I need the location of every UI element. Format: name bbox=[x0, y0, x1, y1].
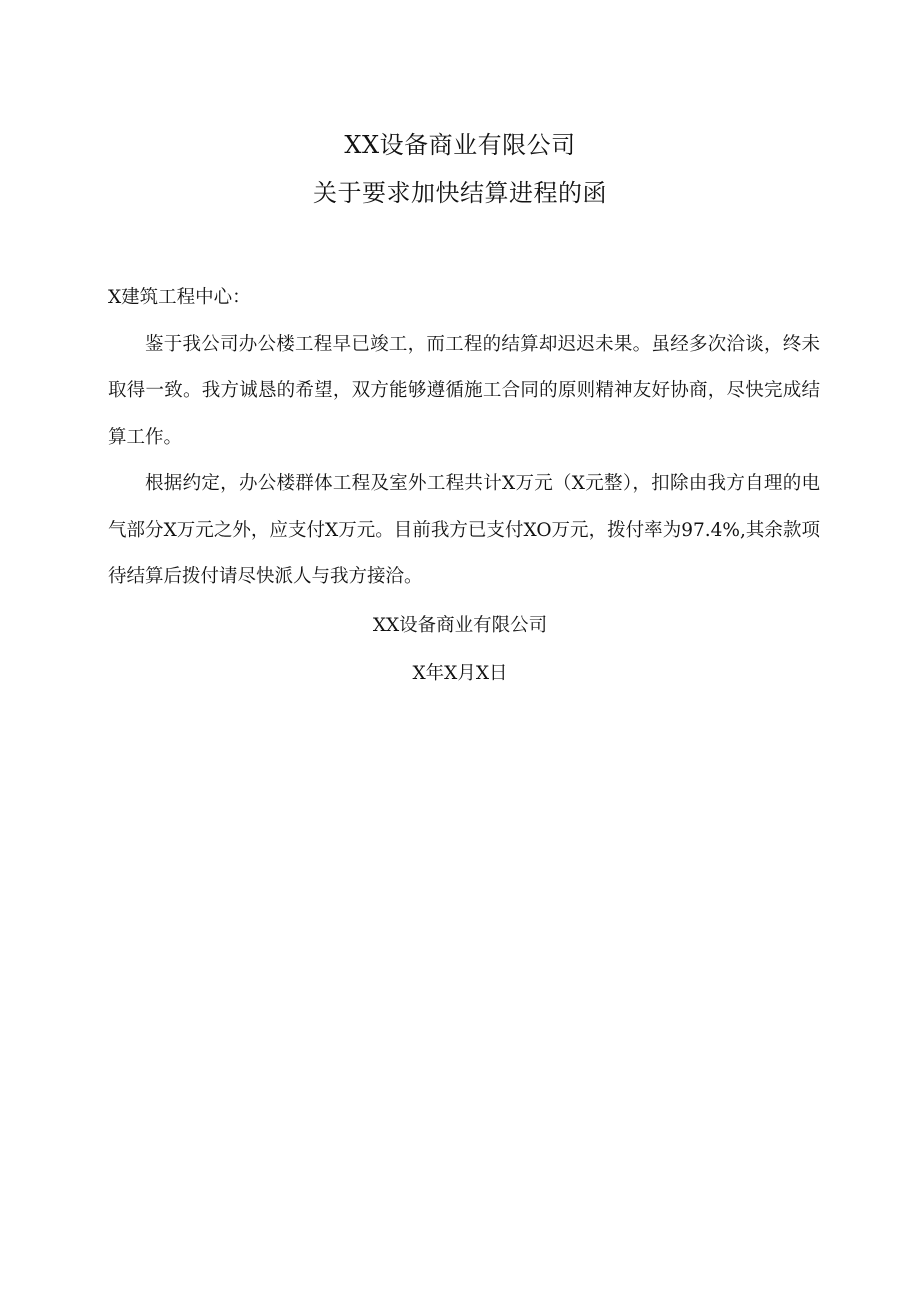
signature-date: X年X月X日 bbox=[412, 663, 508, 684]
letter-body bbox=[108, 275, 820, 601]
title-subject: 关于要求加快结算进程的函 bbox=[313, 179, 607, 207]
salutation: X建筑工程中心： bbox=[108, 287, 251, 308]
document-title bbox=[0, 128, 920, 210]
title-company: XX设备商业有限公司 bbox=[344, 131, 576, 159]
paragraph-1: 鉴于我公司办公楼工程早已竣工，而工程的结算却迟迟未果。虽经多次洽谈，终未取得一致。我方诚恳的希望，双方能够遵循施工合同的原则精神友好协商，尽快完成结算工作。 bbox=[108, 333, 820, 448]
paragraph-2: 根据约定，办公楼群体工程及室外工程共计X万元（X元整），扣除由我方自理的电气部分X万元之外，应支付X万元。目前我方已支付XO万元，拨付率为97.4%,其余款项待结算后拨付请尽快派人与我方接洽。 bbox=[108, 473, 820, 587]
signature-company: XX设备商业有限公司 bbox=[372, 615, 548, 636]
